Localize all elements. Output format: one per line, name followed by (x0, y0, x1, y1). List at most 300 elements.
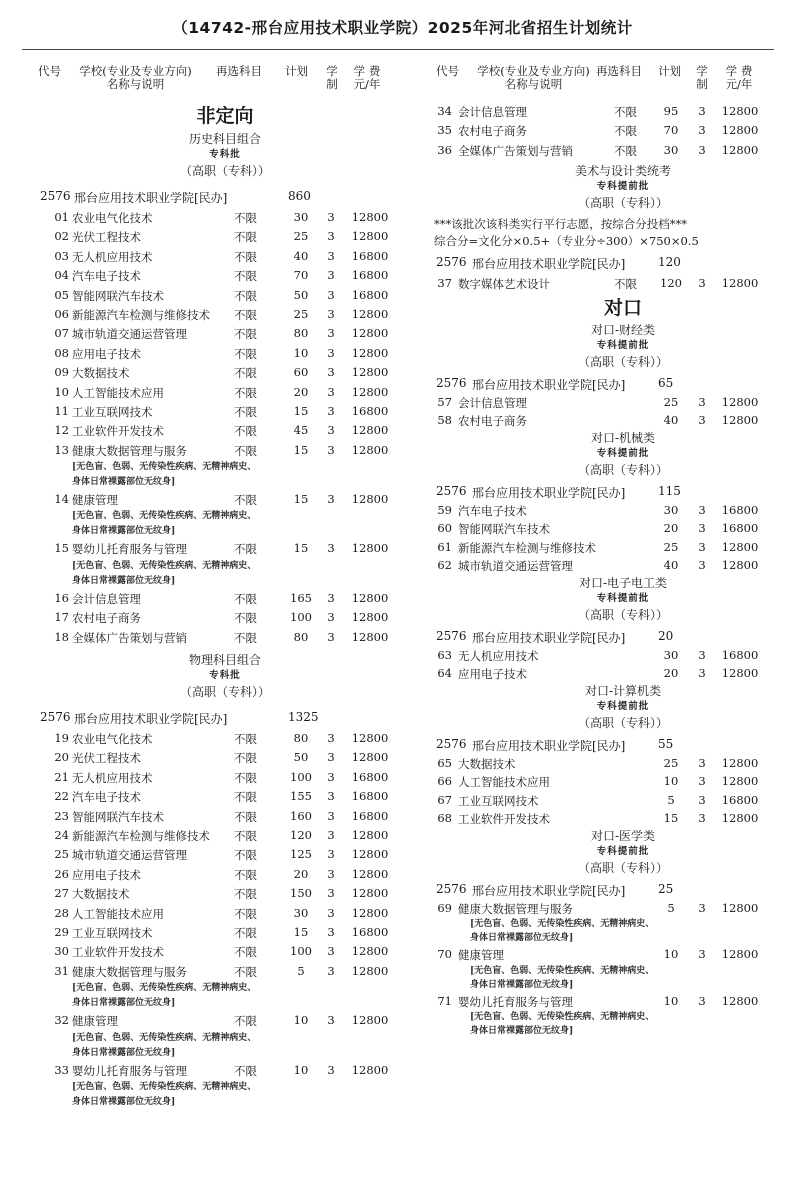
batch-label: 专科提前批 (596, 339, 650, 351)
major-years: 3 (327, 403, 335, 418)
major-subject: 不限 (234, 591, 257, 606)
major-years: 3 (698, 539, 706, 554)
table-row (30, 787, 420, 806)
major-years: 3 (327, 345, 335, 360)
major-name: 健康管理 (72, 493, 118, 508)
major-fee: 12800 (721, 993, 759, 1008)
major-code: 02 (54, 229, 69, 244)
group-heading: 对口-电子电工类 (578, 575, 668, 590)
group-heading: 对口-财经类 (590, 322, 656, 337)
major-years: 3 (698, 123, 706, 138)
institution-name: 邢台应用技术职业学院[民办] (472, 738, 626, 753)
major-name: 智能网联汽车技术 (458, 522, 550, 537)
health-requirement-note: [无色盲、色弱、无传染性疾病、无精神病史、 身体日常裸露部位无纹身] (72, 983, 257, 1009)
major-fee: 16800 (721, 647, 759, 662)
major-fee: 16800 (351, 808, 389, 823)
major-name: 农业电气化技术 (72, 211, 153, 225)
group-heading: 对口-计算机类 (584, 683, 662, 698)
major-code: 32 (54, 1013, 69, 1028)
major-years: 3 (327, 944, 335, 959)
institution-plan: 55 (658, 736, 674, 751)
major-subject: 不限 (234, 964, 257, 979)
table-row (428, 754, 805, 773)
major-years: 3 (698, 521, 706, 536)
major-code: 35 (437, 123, 452, 138)
institution-code: 2576 (436, 628, 467, 643)
table-row (30, 923, 420, 942)
major-code: 71 (437, 993, 452, 1008)
table-row (30, 904, 420, 923)
header-fee-1: 学 费 (725, 64, 753, 78)
major-subject: 不限 (234, 1014, 257, 1029)
group-heading: 物理科目组合 (188, 653, 261, 668)
health-requirement-note: [无色盲、色弱、无传染性疾病、无精神病史、 身体日常裸露部位无纹身] (470, 1012, 655, 1037)
major-years: 3 (698, 811, 706, 826)
institution-plan: 860 (288, 189, 311, 203)
major-name: 农业电气化技术 (72, 732, 153, 747)
major-name: 健康大数据管理与服务 (458, 901, 573, 916)
major-code: 17 (54, 610, 69, 625)
batch-label: 专科提前批 (596, 181, 650, 193)
major-fee: 16800 (351, 769, 389, 784)
major-name: 会计信息管理 (72, 591, 141, 606)
major-name: 工业软件开发技术 (458, 812, 550, 827)
table-row (30, 383, 420, 402)
institution-plan: 115 (658, 483, 681, 498)
major-years: 3 (327, 847, 335, 862)
major-years: 3 (698, 142, 706, 157)
table-row (428, 646, 805, 665)
major-fee: 12800 (351, 590, 389, 605)
major-years: 3 (327, 886, 335, 901)
table-row (30, 227, 420, 246)
institution-code: 2576 (436, 736, 467, 751)
major-name: 无人机应用技术 (72, 770, 153, 785)
major-plan: 150 (290, 886, 312, 901)
major-code: 31 (54, 963, 69, 978)
major-subject: 不限 (234, 906, 257, 921)
major-years: 3 (327, 248, 335, 263)
major-code: 13 (54, 442, 69, 457)
major-code: 69 (437, 900, 452, 915)
major-plan: 95 (663, 104, 679, 118)
major-fee: 12800 (721, 104, 759, 118)
institution-code: 2576 (436, 483, 467, 498)
institution-row (428, 252, 805, 274)
major-subject: 不限 (234, 887, 257, 902)
header-school-line1: 学校(专业及专业方向) (477, 64, 590, 78)
batch-label: 专科提前批 (596, 447, 650, 459)
group-heading: 对口-机械类 (590, 430, 656, 445)
level-label: （高职（专科）） (577, 354, 668, 369)
major-plan: 15 (293, 492, 309, 507)
table-row (30, 942, 420, 961)
major-subject: 不限 (234, 790, 257, 805)
major-code: 05 (54, 287, 69, 302)
table-row (30, 344, 420, 363)
table-row (30, 441, 420, 460)
institution-row (428, 373, 805, 393)
major-name: 应用电子技术 (72, 867, 141, 882)
table-row (428, 791, 805, 810)
major-code: 58 (437, 413, 452, 428)
header-sys-2: 制 (326, 77, 338, 91)
major-name: 会计信息管理 (458, 105, 527, 119)
major-plan: 165 (290, 590, 312, 605)
group-heading: 对口-医学类 (590, 828, 656, 843)
health-requirement-note: [无色盲、色弱、无传染性疾病、无精神病史、 身体日常裸露部位无纹身] (72, 462, 257, 488)
table-row (30, 402, 420, 421)
level-label: （高职（专科）） (179, 164, 270, 178)
major-years: 3 (327, 541, 335, 556)
major-code: 06 (54, 306, 69, 321)
major-fee: 12800 (351, 866, 389, 881)
right-column (428, 62, 805, 1038)
level-label: （高职（专科）） (179, 685, 270, 700)
major-code: 28 (54, 905, 69, 920)
table-row (428, 664, 805, 683)
continued-rows (428, 102, 805, 160)
major-name: 无人机应用技术 (72, 249, 153, 264)
major-fee: 16800 (351, 287, 389, 302)
major-name: 光伏工程技术 (72, 751, 141, 766)
group-heading: 美术与设计类统考 (574, 164, 671, 179)
major-subject: 不限 (234, 925, 257, 940)
institution-code: 2576 (436, 255, 467, 270)
major-name: 农村电子商务 (72, 611, 141, 626)
table-row (30, 884, 420, 903)
institution-name: 邢台应用技术职业学院[民办] (472, 485, 626, 500)
major-fee: 12800 (721, 666, 759, 681)
major-code: 67 (437, 792, 452, 807)
major-years: 3 (698, 104, 706, 118)
header-fee-2: 元/年 (353, 77, 381, 91)
major-plan: 10 (663, 993, 679, 1008)
major-fee: 12800 (351, 750, 389, 765)
major-years: 3 (327, 590, 335, 605)
major-plan: 25 (293, 306, 309, 321)
major-years: 3 (327, 210, 335, 224)
major-years: 3 (327, 827, 335, 842)
major-plan: 100 (290, 944, 312, 959)
major-plan: 10 (663, 774, 679, 789)
major-code: 23 (54, 808, 69, 823)
major-name: 会计信息管理 (458, 395, 527, 410)
institution-name: 邢台应用技术职业学院[民办] (472, 377, 626, 392)
major-subject: 不限 (234, 211, 257, 225)
header-school-line2: 名称与说明 (106, 77, 165, 91)
institution-plan: 120 (658, 255, 681, 270)
table-row (30, 286, 420, 305)
major-code: 25 (54, 847, 69, 862)
major-years: 3 (327, 963, 335, 978)
major-fee: 12800 (721, 276, 759, 291)
header-fee (724, 65, 754, 91)
major-name: 大数据技术 (72, 887, 130, 902)
major-fee: 12800 (351, 423, 389, 438)
major-name: 无人机应用技术 (458, 648, 539, 663)
major-code: 61 (437, 539, 452, 554)
header-sys-1: 学 (326, 64, 338, 78)
major-plan: 25 (293, 229, 309, 244)
major-fee: 12800 (351, 905, 389, 920)
major-plan: 60 (293, 365, 309, 380)
major-name: 农村电子商务 (458, 414, 527, 429)
major-years: 3 (327, 384, 335, 399)
table-row (30, 1061, 420, 1080)
table-row (30, 324, 420, 343)
major-plan: 20 (293, 866, 309, 881)
major-subject: 不限 (614, 124, 637, 139)
institution-code: 2576 (40, 710, 71, 725)
major-code: 65 (437, 755, 452, 770)
table-row (30, 748, 420, 767)
major-name: 健康管理 (458, 948, 504, 963)
major-plan: 80 (293, 629, 309, 644)
institution-name: 邢台应用技术职业学院[民办] (74, 191, 228, 205)
institution-plan: 65 (658, 375, 674, 390)
major-subject: 不限 (234, 732, 257, 747)
major-subject: 不限 (234, 307, 257, 322)
major-years: 3 (327, 629, 335, 644)
institution-row (428, 481, 805, 501)
major-plan: 125 (290, 847, 312, 862)
group-rows (428, 393, 805, 430)
major-subject: 不限 (234, 249, 257, 264)
table-header (428, 62, 805, 102)
header-school (68, 65, 203, 91)
table-row (30, 305, 420, 324)
major-name: 人工智能技术应用 (458, 775, 550, 790)
major-fee: 16800 (351, 268, 389, 283)
institution-plan: 20 (658, 628, 674, 643)
major-plan: 25 (663, 755, 679, 770)
institution-row (428, 879, 805, 899)
major-plan: 5 (667, 792, 675, 807)
major-code: 19 (54, 731, 69, 746)
major-subject: 不限 (234, 404, 257, 419)
major-plan: 20 (663, 666, 679, 681)
major-plan: 25 (663, 394, 679, 409)
major-code: 33 (54, 1062, 69, 1077)
major-fee: 16800 (721, 792, 759, 807)
major-code: 66 (437, 774, 452, 789)
major-fee: 12800 (721, 947, 759, 962)
major-years: 3 (698, 900, 706, 915)
health-requirement-note: [无色盲、色弱、无传染性疾病、无精神病史、 身体日常裸露部位无纹身] (72, 511, 257, 537)
institution-code: 2576 (40, 189, 71, 203)
major-name: 婴幼儿托育服务与管理 (458, 994, 573, 1009)
header-subject: 再选科目 (216, 64, 262, 78)
major-plan: 40 (663, 558, 679, 573)
header-system (326, 65, 338, 91)
level-label: （高职（专科）） (577, 607, 668, 622)
major-fee: 16800 (721, 502, 759, 517)
major-fee: 16800 (351, 924, 389, 939)
major-years: 3 (698, 502, 706, 517)
major-fee: 12800 (351, 847, 389, 862)
table-row (30, 845, 420, 864)
major-name: 人工智能技术应用 (72, 385, 164, 400)
major-years: 3 (327, 866, 335, 881)
major-years: 3 (327, 1062, 335, 1077)
major-subject: 不限 (234, 346, 257, 361)
major-code: 10 (54, 384, 69, 399)
major-subject: 不限 (234, 424, 257, 439)
major-plan: 100 (290, 769, 312, 784)
major-years: 3 (698, 647, 706, 662)
major-name: 应用电子技术 (72, 346, 141, 361)
duikou-groups (428, 322, 805, 1039)
institution-code: 2576 (436, 881, 467, 896)
level-label: （高职（专科）） (577, 715, 668, 730)
institution-name: 邢台应用技术职业学院[民办] (472, 257, 626, 272)
major-code: 68 (437, 811, 452, 826)
major-subject: 不限 (234, 443, 257, 458)
major-name: 智能网联汽车技术 (72, 809, 164, 824)
major-plan: 160 (290, 808, 312, 823)
major-plan: 70 (293, 268, 309, 283)
major-name: 工业互联网技术 (458, 793, 539, 808)
major-plan: 100 (290, 610, 312, 625)
table-row (30, 266, 420, 285)
major-fee: 16800 (351, 789, 389, 804)
major-years: 3 (698, 558, 706, 573)
major-name: 城市轨道交通运营管理 (72, 848, 187, 863)
institution-plan: 1325 (288, 710, 319, 725)
major-fee: 12800 (721, 558, 759, 573)
table-row (428, 274, 805, 293)
major-subject: 不限 (234, 385, 257, 400)
major-plan: 15 (293, 442, 309, 457)
major-years: 3 (327, 287, 335, 302)
table-row (30, 208, 420, 227)
major-name: 健康大数据管理与服务 (72, 964, 187, 979)
major-plan: 30 (663, 142, 679, 157)
header-plan: 计划 (285, 64, 308, 78)
header-school (466, 65, 601, 91)
major-plan: 70 (663, 123, 679, 138)
page-title: （14742-邢台应用技术职业学院）2025年河北省招生计划统计 (172, 19, 633, 37)
major-name: 新能源汽车检测与维修技术 (72, 828, 210, 843)
major-years: 3 (327, 229, 335, 244)
group-rows (428, 754, 805, 828)
major-fee: 12800 (351, 492, 389, 507)
major-plan: 20 (663, 521, 679, 536)
table-row (428, 501, 805, 520)
major-fee: 16800 (351, 403, 389, 418)
institution-row (428, 626, 805, 646)
major-years: 3 (327, 365, 335, 380)
major-code: 70 (437, 947, 452, 962)
major-code: 18 (54, 629, 69, 644)
table-row (428, 102, 805, 121)
major-code: 04 (54, 268, 69, 283)
major-plan: 25 (663, 539, 679, 554)
major-plan: 80 (293, 326, 309, 341)
major-plan: 50 (293, 750, 309, 765)
major-code: 03 (54, 248, 69, 263)
major-subject: 不限 (234, 269, 257, 284)
table-row (30, 807, 420, 826)
major-years: 3 (698, 774, 706, 789)
major-years: 3 (327, 1013, 335, 1028)
health-requirement-note: [无色盲、色弱、无传染性疾病、无精神病史、 身体日常裸露部位无纹身] (72, 1081, 257, 1107)
table-row (30, 363, 420, 382)
art-rows (428, 274, 805, 293)
major-fee: 12800 (351, 229, 389, 244)
major-plan: 10 (293, 345, 309, 360)
major-plan: 5 (667, 900, 675, 915)
major-name: 工业软件开发技术 (72, 945, 164, 960)
institution-row (428, 734, 805, 754)
major-years: 3 (327, 610, 335, 625)
major-fee: 12800 (721, 142, 759, 157)
institution-code: 2576 (436, 375, 467, 390)
table-row (30, 962, 420, 981)
major-fee: 12800 (351, 963, 389, 978)
major-code: 21 (54, 769, 69, 784)
major-years: 3 (327, 808, 335, 823)
major-plan: 30 (663, 647, 679, 662)
major-fee: 12800 (351, 365, 389, 380)
major-plan: 40 (663, 413, 679, 428)
institution-name: 邢台应用技术职业学院[民办] (472, 883, 626, 898)
table-row (30, 589, 420, 608)
major-fee: 12800 (351, 384, 389, 399)
major-fee: 12800 (351, 610, 389, 625)
major-years: 3 (327, 442, 335, 457)
major-name: 健康大数据管理与服务 (72, 443, 187, 458)
health-requirement-note: [无色盲、色弱、无传染性疾病、无精神病史、 身体日常裸露部位无纹身] (470, 965, 655, 990)
major-name: 应用电子技术 (458, 667, 527, 682)
score-formula: 综合分=文化分×0.5+（专业分÷300）×750×0.5 (434, 234, 699, 249)
major-plan: 50 (293, 287, 309, 302)
header-sys-2: 制 (696, 77, 708, 91)
header-school-line2: 名称与说明 (504, 77, 563, 91)
health-requirement-note: [无色盲、色弱、无传染性疾病、无精神病史、 身体日常裸露部位无纹身] (72, 560, 257, 586)
major-name: 数字媒体艺术设计 (458, 277, 550, 292)
major-name: 新能源汽车检测与维修技术 (458, 540, 596, 555)
table-row (428, 556, 805, 575)
major-plan: 5 (297, 963, 305, 978)
table-row (30, 539, 420, 558)
major-name: 工业互联网技术 (72, 925, 153, 940)
header-fee-2: 元/年 (725, 77, 753, 91)
major-name: 大数据技术 (458, 756, 516, 771)
table-row (30, 729, 420, 748)
major-years: 3 (698, 276, 706, 291)
header-code: 代号 (38, 64, 61, 78)
major-subject: 不限 (234, 809, 257, 824)
major-years: 3 (327, 769, 335, 784)
major-subject: 不限 (234, 611, 257, 626)
table-row (30, 768, 420, 787)
header-fee-1: 学 费 (353, 64, 381, 78)
major-name: 城市轨道交通运营管理 (72, 327, 187, 342)
major-code: 27 (54, 886, 69, 901)
major-years: 3 (327, 924, 335, 939)
major-plan: 15 (663, 811, 679, 826)
major-years: 3 (327, 905, 335, 920)
institution-name: 邢台应用技术职业学院[民办] (472, 630, 626, 645)
table-row (428, 992, 805, 1011)
table-row (428, 141, 805, 160)
major-years: 3 (698, 993, 706, 1008)
major-plan: 120 (290, 827, 312, 842)
institution-row (30, 186, 420, 208)
major-years: 3 (698, 394, 706, 409)
